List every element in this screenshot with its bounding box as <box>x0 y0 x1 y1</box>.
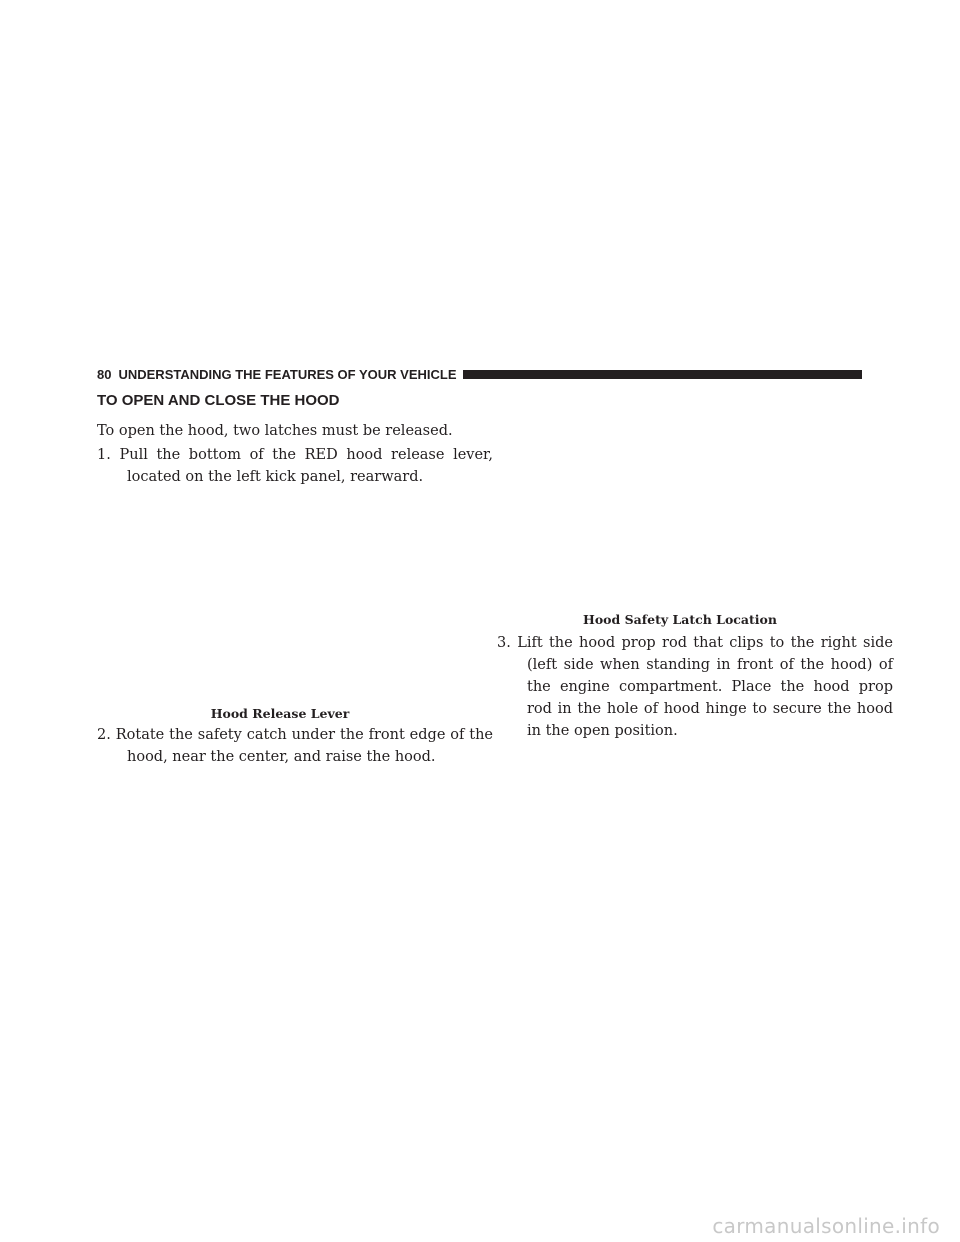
step-number: 1. <box>97 447 111 463</box>
step-3 <box>497 632 893 742</box>
hood-safety-latch-figure <box>497 400 863 606</box>
figure-caption: Hood Release Lever <box>210 706 350 721</box>
step-text: Rotate the safety catch under the front edge of the hood, near the center, and raise the hood. <box>115 727 494 765</box>
page-number: 80 <box>97 366 112 382</box>
page-header <box>97 364 862 384</box>
intro-paragraph: To open the hood, two latches must be released. <box>97 423 453 439</box>
watermark: carmanualsonline.info <box>712 1214 940 1238</box>
figure-caption: Hood Safety Latch Location <box>583 612 777 627</box>
step-2 <box>97 724 493 768</box>
chapter-title: UNDERSTANDING THE FEATURES OF YOUR VEHICLE <box>118 366 457 382</box>
step-1 <box>97 444 493 488</box>
hood-release-lever-figure <box>97 494 463 700</box>
step-number: 3. <box>497 635 511 651</box>
step-text: Pull the bottom of the RED hood release lever, located on the left kick panel, rearward. <box>119 447 494 485</box>
step-number: 2. <box>97 727 111 743</box>
section-title: TO OPEN AND CLOSE THE HOOD <box>97 392 340 409</box>
header-rule <box>463 370 863 379</box>
step-text: Lift the hood prop rod that clips to the right side (left side when standing in front of the hood) of the engine compartment. Place the hood prop rod in the hole of hood hinge to secure the hood in the open position. <box>517 635 893 739</box>
